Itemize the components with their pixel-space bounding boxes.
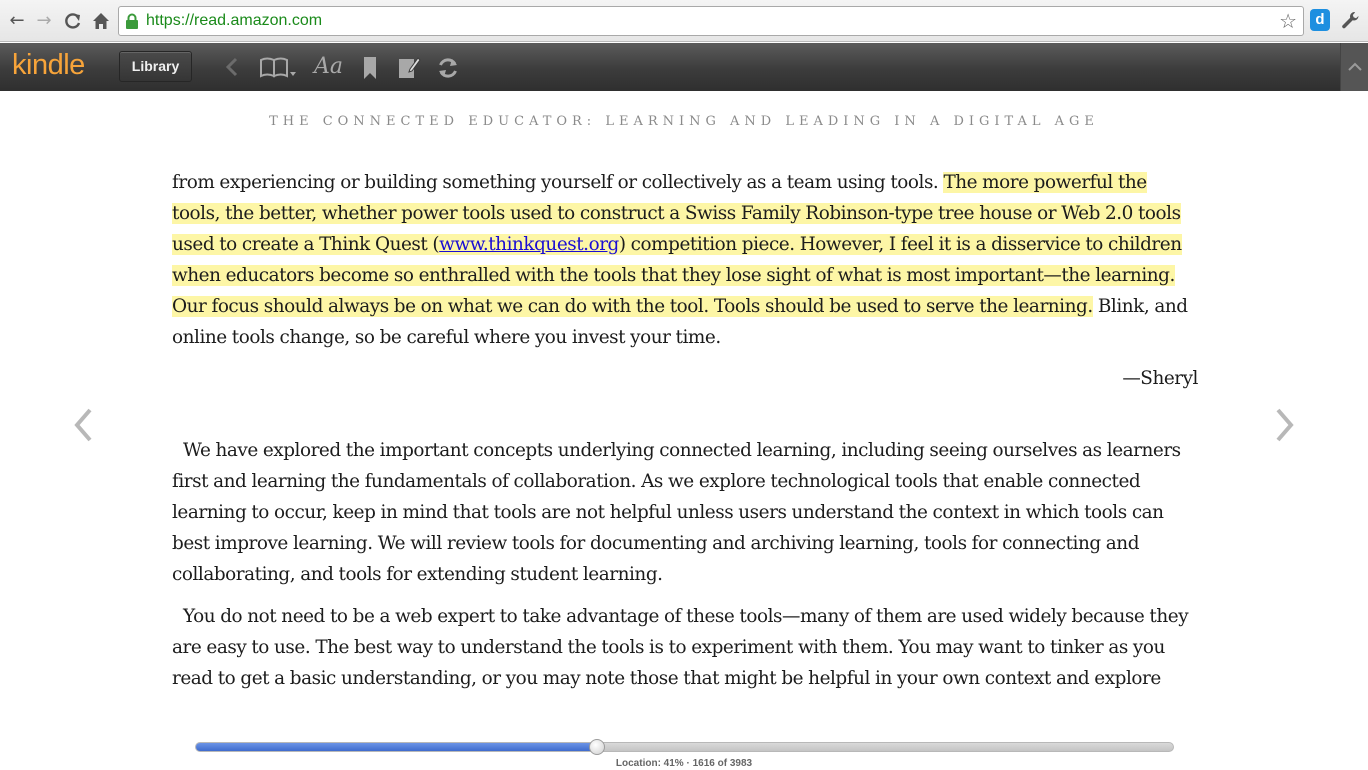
home-icon — [92, 12, 110, 30]
lock-icon — [125, 13, 139, 29]
signature: —Sheryl — [1122, 368, 1198, 390]
bookmark-star-icon[interactable]: ☆ — [1279, 9, 1297, 33]
browser-toolbar — [0, 0, 1368, 42]
highlighted-text[interactable]: The more powerful the tools, the better, whether power tools used to construct a Swiss Family Robinson-type tree house or Web 2.0 tools used to create a Think Quest (www.thinkquest.org) competition piece. However, I feel it is a disservice to children when educators become so enthralled with the tools that they lose sight of what is most important—the learning. Our focus should always be on what we can do with the tool. Tools should be used to serve the learning. — [172, 172, 1182, 317]
progress-thumb[interactable] — [589, 739, 605, 755]
next-page-icon[interactable] — [1272, 400, 1298, 450]
back-button[interactable]: ← — [9, 10, 25, 31]
kindle-logo: kindle — [12, 49, 85, 81]
chevron-up-icon — [1341, 43, 1368, 91]
reload-icon — [64, 12, 82, 30]
home-button[interactable] — [90, 9, 112, 33]
book-title: THE CONNECTED EDUCATOR: LEARNING AND LEADING IN A DIGITAL AGE — [269, 114, 1099, 129]
thinkquest-link[interactable]: www.thinkquest.org — [439, 233, 619, 255]
reload-button[interactable] — [62, 9, 84, 33]
wrench-icon[interactable] — [1340, 10, 1360, 30]
url-text[interactable]: https://read.amazon.com — [146, 12, 323, 29]
extension-icon[interactable]: d — [1310, 9, 1330, 31]
paragraph-text: Blink, and online tools change, so be careful where you invest your time. — [172, 295, 1188, 348]
previous-page-icon[interactable] — [70, 400, 96, 450]
kindle-toolbar — [0, 43, 1368, 91]
sync-icon[interactable] — [436, 56, 460, 80]
paragraph: We have explored the important concepts underlying connected learning, including seeing ourselves as learners first and learning the fundamentals of collaboration. As we explore technological tools that enable connected learning to occur, keep in mind that tools are not helpful unless users understand the context in which tools can best improve learning. We will review tools for documenting and archiving learning, tools for connecting and collaborating, and tools for extending student learning. — [172, 440, 1181, 585]
progress-fill — [196, 743, 597, 751]
reading-progress-slider[interactable] — [195, 742, 1174, 752]
library-button[interactable]: Library — [119, 51, 192, 82]
address-bar[interactable] — [118, 6, 1304, 36]
paragraph: You do not need to be a web expert to take advantage of these tools—many of them are used widely because they are easy to use. The best way to understand the tools is to experiment with them. You may want to tinker as you read to get a basic understanding, or you may note those that might be helpful in your own context and explore — [172, 605, 1189, 689]
location-label: Location: 41% · 1616 of 3983 — [615, 758, 753, 769]
notes-icon[interactable] — [397, 55, 421, 81]
bookmark-icon[interactable] — [362, 55, 378, 81]
back-arrow-icon[interactable] — [224, 57, 240, 77]
paragraph-text: from experiencing or building something yourself or collectively as a team using tools. — [172, 172, 944, 193]
forward-button[interactable]: → — [36, 10, 52, 31]
font-settings-icon[interactable]: Aa — [314, 54, 344, 79]
page-content — [172, 168, 1198, 695]
collapse-toolbar-button[interactable] — [1340, 43, 1368, 91]
paragraph — [172, 168, 1198, 353]
book-menu-icon[interactable] — [259, 56, 299, 80]
